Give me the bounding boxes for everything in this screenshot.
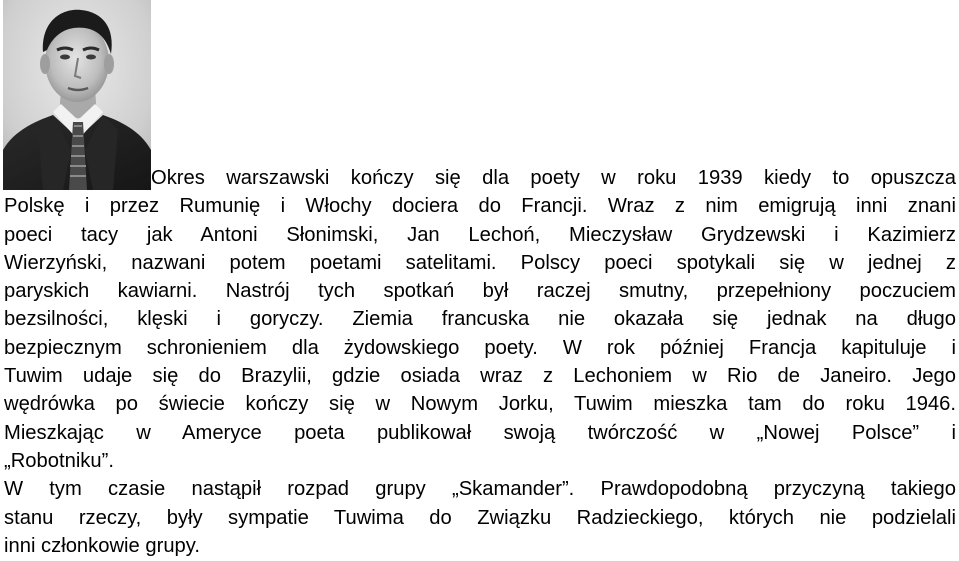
paragraph-2 <box>4 475 956 560</box>
text-line: „Robotniku”. <box>4 449 114 472</box>
text-line: W tym czasie nastąpił rozpad grupy „Skamander”. Prawdopodobną przyczyną takiego <box>4 478 956 501</box>
article-body <box>4 164 956 560</box>
text-line: wędrówka po świecie kończy się w Nowym Jorku, Tuwim mieszka tam do roku 1946. <box>4 393 956 416</box>
paragraph-1 <box>4 164 956 475</box>
text-line: bezpiecznym schronieniem dla żydowskiego poety. W rok później Francja kapituluje i <box>4 336 956 359</box>
text-line: Wierzyński, nazwani potem poetami satelitami. Polscy poeci spotykali się w jednej z <box>4 251 956 274</box>
text-line: inni członkowie grupy. <box>4 534 200 557</box>
text-line: Okres warszawski kończy się dla poety w roku 1939 kiedy to opuszcza <box>151 167 956 189</box>
text-line: poeci tacy jak Antoni Słonimski, Jan Lechoń, Mieczysław Grydzewski i Kazimierz <box>4 223 956 246</box>
text-line: Mieszkając w Ameryce poeta publikował swoją twórczość w „Nowej Polsce” i <box>4 421 956 444</box>
text-line: Tuwim udaje się do Brazylii, gdzie osiada wraz z Lechoniem w Rio de Janeiro. Jego <box>4 365 956 388</box>
text-line: Polskę i przez Rumunię i Włochy dociera do Francji. Wraz z nim emigrują inni znani <box>4 195 956 218</box>
text-line: stanu rzeczy, były sympatie Tuwima do Związku Radzieckiego, których nie podzielali <box>4 506 956 529</box>
text-line: paryskich kawiarni. Nastrój tych spotkań był raczej smutny, przepełniony poczuciem <box>4 280 956 303</box>
text-line: bezsilności, klęski i goryczy. Ziemia francuska nie okazała się jednak na długo <box>4 308 956 331</box>
portrait-image <box>3 0 151 190</box>
portrait-photo <box>3 0 151 190</box>
